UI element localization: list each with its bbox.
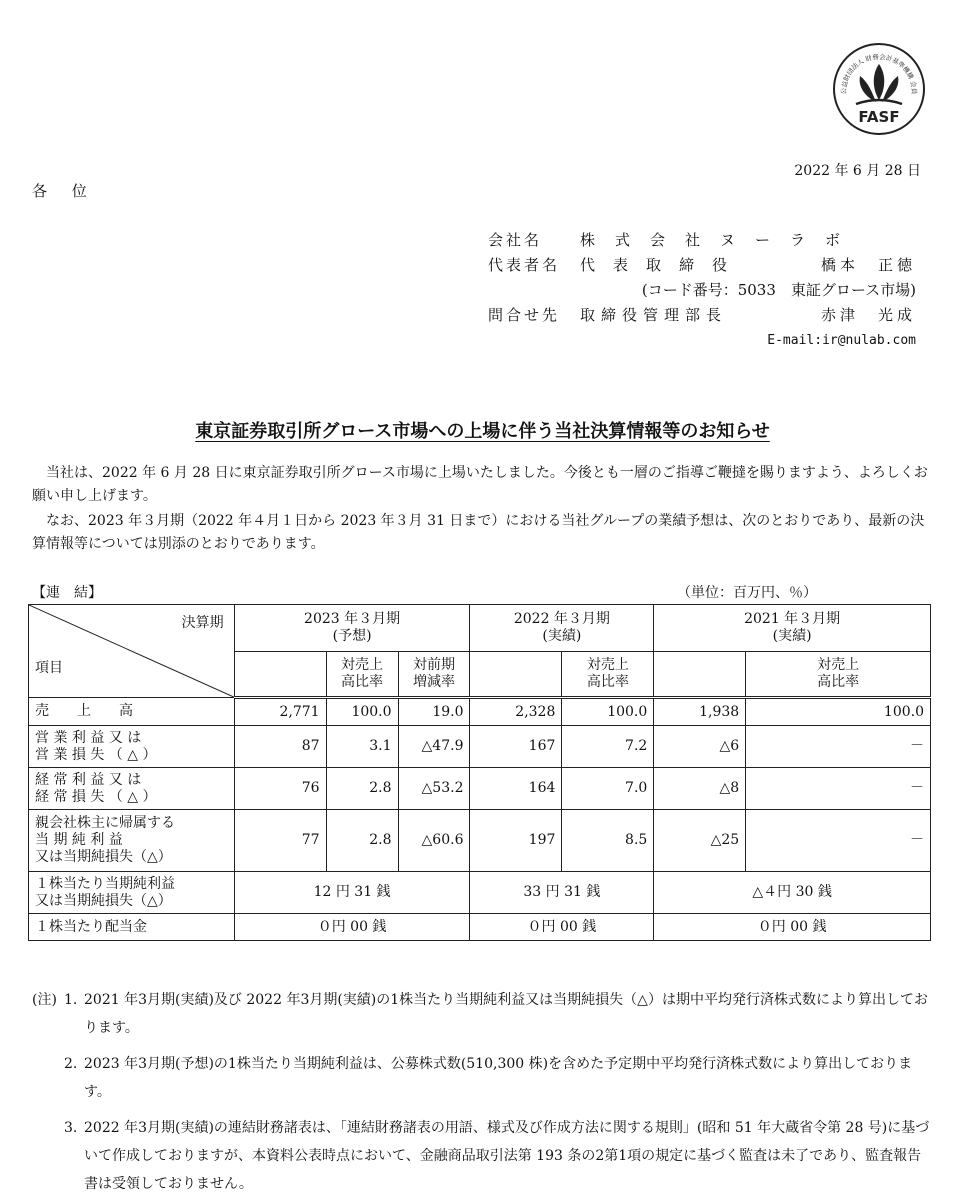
company-name: 株式会社ヌーラボ	[580, 231, 861, 249]
document-date: 2022 年 6 月 28 日	[794, 163, 921, 179]
table-row: 経 常 利 益 又 は 経 常 損 失 （ △ ） 76 2.8 △53.2 164 7.0 △8 －	[29, 768, 931, 810]
body-paragraph-2: なお、2023 年３月期（2022 年４月１日から 2023 年３月 31 日まで）における当社グループの業績予想は、次のとおりであり、最新の決算情報等については別添のとおりであります。	[32, 513, 925, 552]
subheader-ratio: 対売上 高比率	[326, 651, 398, 698]
table-corner	[29, 605, 235, 698]
document-title: 東京証券取引所グロース市場への上場に伴う当社決算情報等のお知らせ	[195, 421, 770, 442]
inquiry-name: 赤津 光成	[820, 306, 916, 324]
table-unit: （単位：百万円、％）	[677, 585, 817, 601]
period-header-fy2021: 2021 年３月期 (実績)	[654, 605, 931, 652]
subheader-ratio: 対売上 高比率	[746, 651, 931, 698]
contact-email[interactable]: E-mail:ir@nulab.com	[767, 333, 916, 348]
period-header-fy2023: 2023 年３月期 (予想)	[234, 605, 470, 652]
corner-period-label: 決算期	[181, 615, 224, 631]
company-name-label: 会社名	[488, 231, 543, 249]
table-row: １株当たり当期純利益 又は当期純損失（△） 12 円 31 銭 33 円 31 銭 △４円 30 銭	[29, 872, 931, 914]
fasf-logo	[832, 42, 926, 136]
table-row: 売 上 高 2,771 100.0 19.0 2,328 100.0 1,938 100.0	[29, 698, 931, 726]
row-label: １株当たり当期純利益 又は当期純損失（△）	[29, 872, 235, 914]
logo-text: FASF	[858, 108, 900, 126]
subheader-yoy: 対前期 増減率	[398, 651, 470, 698]
inquiry-label: 問合せ先	[488, 306, 561, 324]
note-item: 2. 2023 年3月期(予想)の1株当たり当期純利益は、公募株式数(510,300 株)を含めた予定期中平均発行済株式数により算出しております。	[64, 1056, 913, 1100]
table-label: 【連 結】	[32, 585, 102, 601]
notes-prefix: (注)	[32, 992, 57, 1008]
note-item: 3. 2022 年3月期(実績)の連結財務諸表は、「連結財務諸表の用語、様式及び作成方法に関する規則」(昭和 51 年大蔵省令第 28 号)に基づいて作成しておりますが、本資料公表時点において、金融商品取引法第 193 条の2第1項の規定に基づく監査は未了であり、監査報告書は受領しておりません。	[64, 1120, 930, 1192]
corner-item-label: 項目	[35, 660, 63, 676]
row-label: 親会社株主に帰属する 当 期 純 利 益 又は当期純損失（△）	[29, 810, 235, 872]
body-paragraph-1: 当社は、2022 年 6 月 28 日に東京証券取引所グロース市場に上場いたしました。今後とも一層のご指導ご鞭撻を賜りますよう、よろしくお願い申し上げます。	[32, 465, 928, 504]
table-row: １株当たり配当金 ０円 00 銭 ０円 00 銭 ０円 00 銭	[29, 914, 931, 941]
table-row: 営 業 利 益 又 は 営 業 損 失 （ △ ） 87 3.1 △47.9 167 7.2 △6 －	[29, 726, 931, 768]
stock-code: (コード番号：5033 東証グロース市場)	[641, 281, 916, 299]
period-header-fy2022: 2022 年３月期 (実績)	[470, 605, 654, 652]
table-row: 親会社株主に帰属する 当 期 純 利 益 又は当期純損失（△） 77 2.8 △60.6 197 8.5 △25 －	[29, 810, 931, 872]
row-label: 営 業 利 益 又 は 営 業 損 失 （ △ ）	[29, 726, 235, 768]
row-label: 経 常 利 益 又 は 経 常 損 失 （ △ ）	[29, 768, 235, 810]
representative-name: 橋本 正徳	[820, 256, 916, 274]
note-item: (注) 1. 2021 年3月期(実績)及び 2022 年3月期(実績)の1株当たり当期純利益又は当期純損失（△）は期中平均発行済株式数により算出しております。	[32, 986, 932, 1042]
representative-title: 代表取締役	[580, 256, 746, 274]
representative-label: 代表者名	[488, 256, 561, 274]
row-label: １株当たり配当金	[29, 914, 235, 941]
subheader-ratio: 対売上 高比率	[562, 651, 654, 698]
inquiry-title: 取締役管理部長	[580, 306, 728, 324]
forecast-table	[28, 604, 931, 941]
company-contact-block	[488, 228, 916, 353]
addressee: 各 位	[32, 182, 97, 200]
logo-ring-text: 公益財団法人 財務会計基準機構 会員	[839, 52, 919, 95]
row-label: 売 上 高	[29, 698, 235, 726]
notes	[32, 986, 932, 1198]
